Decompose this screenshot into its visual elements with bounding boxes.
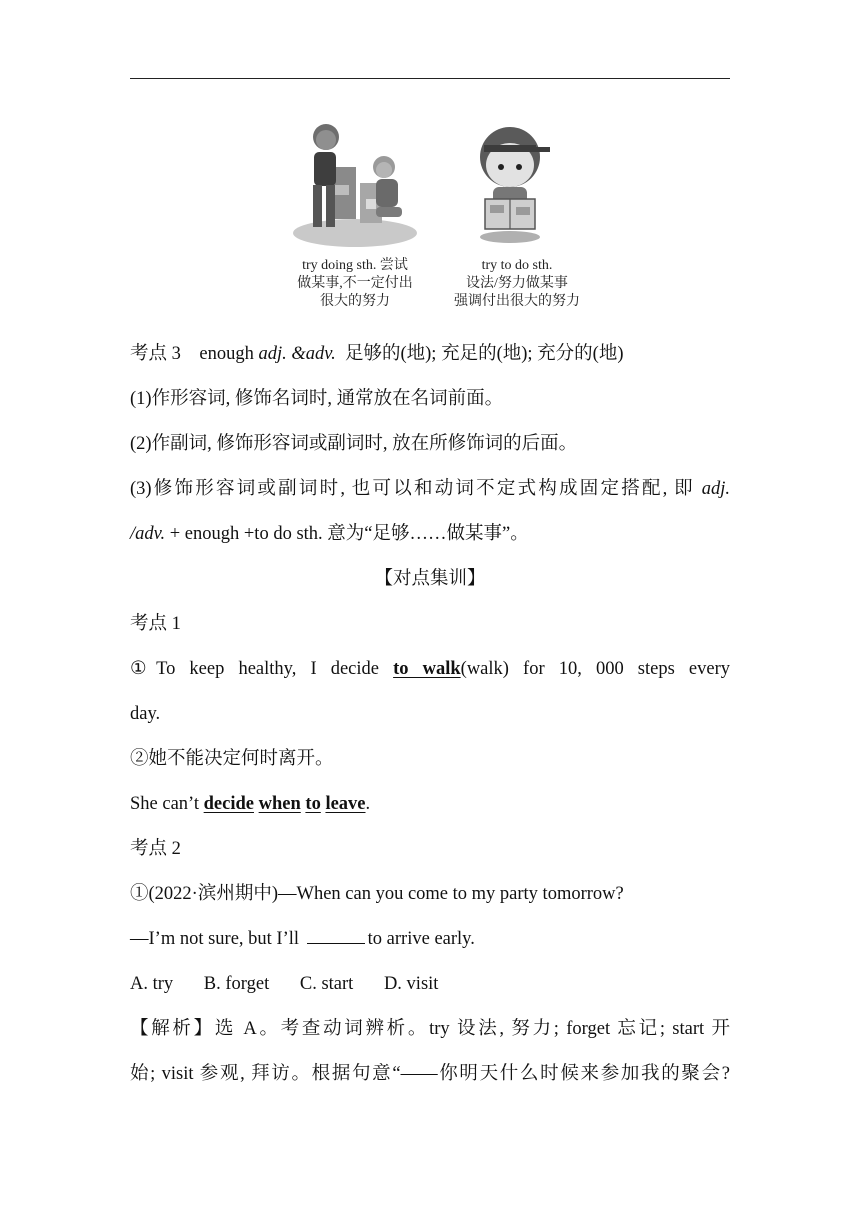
practice2-heading: 考点 2 xyxy=(130,839,181,859)
practice1-question-2-chinese: ②她不能决定何时离开。 xyxy=(130,749,334,769)
kaodian3-pos: adj. &adv. xyxy=(258,344,336,364)
practice2-reply-start: —I’m not sure, but I’ll xyxy=(130,929,300,949)
practice2-options xyxy=(130,972,730,996)
left-caption-line: 很大的努力 xyxy=(320,294,390,309)
kaodian3-rule-3-adv: /adv. xyxy=(130,524,166,544)
kaodian3-rule-3-text: (3)修饰形容词或副词时, 也可以和动词不定式构成固定搭配, 即 xyxy=(130,479,695,499)
practice1-q1-prefix: ①To keep healthy, I decide xyxy=(130,659,394,679)
practice1-question-2 xyxy=(130,792,730,816)
kaodian3-rule-3-cont-text: + enough +to do sth. 意为“足够……做某事”。 xyxy=(165,524,529,544)
practice1-q2-answer-4: leave xyxy=(325,794,366,814)
practice1-question-1-cont: day. xyxy=(130,704,161,724)
practice1-q1-answer: to walk xyxy=(393,659,461,679)
option-b: B. forget xyxy=(203,974,270,994)
practice1-q2-answer-3: to xyxy=(305,794,321,814)
kaodian3-rule-3 xyxy=(130,477,730,501)
practice2-question-1-reply xyxy=(130,927,730,951)
left-caption-line: 做某事,不一定付出 xyxy=(297,276,413,291)
practice1-question-1 xyxy=(130,657,730,681)
kaodian3-rule-2: (2)作副词, 修饰形容词或副词时, 放在所修饰词的后面。 xyxy=(130,434,578,454)
option-a: A. try xyxy=(130,974,174,994)
right-caption-line: 设法/努力做某事 xyxy=(466,276,568,291)
kaodian3-rule-1: (1)作形容词, 修饰名词时, 通常放在名词前面。 xyxy=(130,389,504,409)
section-title: 【对点集训】 xyxy=(374,569,486,589)
practice1-q1-suffix: (walk) for 10, 000 steps every xyxy=(460,659,731,679)
practice1-q2-prefix: She can’t xyxy=(130,794,204,814)
left-illustration-caption xyxy=(280,257,430,311)
practice1-q2-suffix: . xyxy=(365,794,371,814)
practice1-heading: 考点 1 xyxy=(130,614,181,634)
left-caption-line: try doing sth. 尝试 xyxy=(302,258,408,273)
right-illustration-caption xyxy=(432,257,602,311)
kaodian3-meaning: 足够的(地); 充足的(地); 充分的(地) xyxy=(344,344,624,364)
practice1-q2-answer-2: when xyxy=(258,794,301,814)
left-illustration-boys-building xyxy=(293,124,417,247)
answer-blank xyxy=(307,927,365,944)
option-d: D. visit xyxy=(383,974,439,994)
kaodian3-heading xyxy=(130,342,730,366)
right-caption-line: 强调付出很大的努力 xyxy=(454,294,580,309)
header-rule xyxy=(130,78,730,79)
practice2-analysis-line-1: 【解析】选 A。考查动词辨析。try 设法, 努力; forget 忘记; start 开 xyxy=(130,1019,730,1039)
kaodian3-word: enough xyxy=(199,344,254,364)
option-c: C. start xyxy=(299,974,354,994)
practice2-reply-end: to arrive early. xyxy=(367,929,475,949)
practice2-analysis-line-2: 始; visit 参观, 拜访。根据句意“——你明天什么时候来参加我的聚会? xyxy=(130,1064,730,1084)
right-illustration-boy-reading xyxy=(480,127,550,243)
kaodian3-rule-3-adj: adj. xyxy=(701,479,731,499)
kaodian3-rule-3-cont xyxy=(130,522,730,546)
practice1-q2-answer-1: decide xyxy=(203,794,254,814)
practice2-question-1: ①(2022·滨州期中)—When can you come to my party tomorrow? xyxy=(130,884,624,904)
right-caption-line: try to do sth. xyxy=(481,258,553,273)
kaodian3-number: 考点 3 xyxy=(130,344,181,364)
